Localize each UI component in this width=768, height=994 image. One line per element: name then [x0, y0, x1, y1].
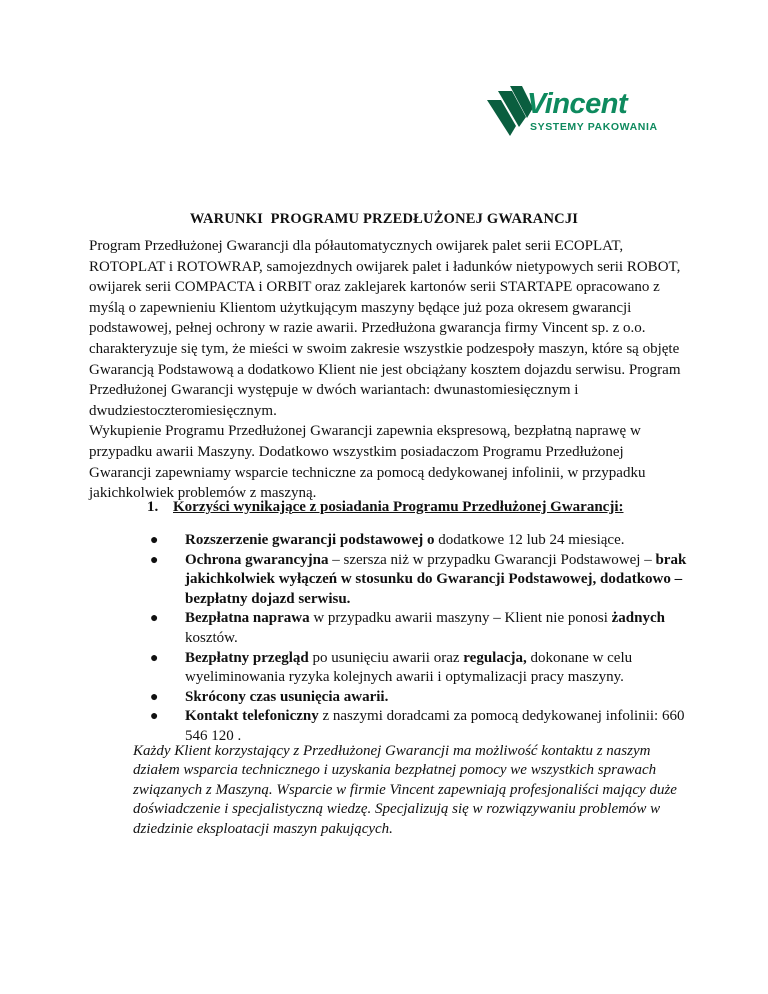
bullet-icon: ● [150, 650, 159, 666]
list-item [150, 688, 690, 708]
closing-note [133, 742, 693, 839]
benefits-list [150, 531, 690, 747]
logo-brand-text: Vincent [527, 88, 628, 120]
bullet-icon: ● [150, 689, 159, 705]
benefit-bold: Skrócony czas usunięcia awarii. [185, 688, 389, 705]
list-item [150, 551, 690, 610]
list-item [150, 609, 690, 648]
section-number: 1. [147, 499, 159, 515]
intro-paragraph: Program Przedłużonej Gwarancji dla półautomatycznych owijarek palet serii ECOPLAT, ROTOPLAT i ROTOWRAP, samojezdnych owijarek palet i ładunków nietypowych serii ROBOT, owijarek serii COMPACTA i ORBIT oraz zaklejarek kartonów serii STARTAPE opracowano z myślą o zapewnieniu Klientom użytkującym maszyny będące już poza okresem gwarancji podstawowej, pełnej ochrony w razie awarii. Przedłużona gwarancja firmy Vincent sp. z o.o. charakteryzuje się tym, że mieści w swoim zakresie wszystkie podzespoły maszyn, które są objęte Gwarancją Podstawową a dodatkowo Klient nie jest obciążany kosztem dojazdu serwisu. Program Przedłużonej Gwarancji występuje w dwóch wariantach: dwunastomiesięcznym i dwudziestoczteromiesięcznym. [89, 238, 681, 419]
benefit-text: z naszymi doradcami za pomocą dedykowanej infolinii: 660 546 120 . [185, 708, 685, 744]
benefit-bold: Ochrona gwarancyjna [185, 551, 329, 568]
closing-paragraph: Każdy Klient korzystający z Przedłużonej Gwarancji ma możliwość kontaktu z naszym działem wsparcia technicznego i uzyskania bezpłatnej pomocy we wszystkich sprawach związanych z Maszyną. Wsparcie w firmie Vincent zapewniają profesjonaliści mający duże doświadczenie i specjalistyczną wiedzę. Specjalizują się w rozwiązywaniu problemów w dziedzinie eksploatacji maszyn pakujących. [133, 743, 677, 837]
benefit-bold: Bezpłatny przegląd [185, 649, 309, 666]
benefit-bold: Rozszerzenie gwarancji podstawowej o [185, 532, 435, 548]
company-logo [487, 86, 677, 146]
benefit-text: dokonane w celu wyeliminowania ryzyka kolejnych awarii i optymalizacji pracy maszyny. [185, 649, 633, 686]
benefit-bold: Kontakt telefoniczny [185, 708, 319, 725]
bullet-icon: ● [150, 611, 159, 627]
list-item [150, 531, 690, 551]
section-title: Korzyści wynikające z posiadania Programu Przedłużonej Gwarancji: [173, 499, 624, 515]
benefit-text: po usunięciu awarii oraz [308, 649, 464, 666]
bullet-icon: ● [150, 552, 159, 568]
list-item [150, 649, 690, 688]
bullet-icon: ● [150, 533, 159, 548]
list-item [150, 707, 690, 746]
intro-text [89, 236, 689, 504]
benefit-bold: brak jakichkolwiek wyłączeń w stosunku do Gwarancji Podstawowej, dodatkowo – bezpłatny dojazd serwisu. [185, 551, 687, 607]
benefit-bold: Bezpłatna naprawa [185, 610, 310, 627]
benefit-text: kosztów. [185, 629, 238, 646]
intro-paragraph: Wykupienie Programu Przedłużonej Gwarancji zapewnia ekspresową, bezpłatną naprawę w przypadku awarii Maszyny. Dodatkowo wszystkim posiadaczom Programu Przedłużonej Gwarancji zapewniamy wsparcie techniczne za pomocą dedykowanej infolinii, w przypadku jakichkolwiek problemów z maszyną. [89, 423, 646, 502]
vincent-logo-icon [487, 86, 677, 146]
logo-tagline-text: SYSTEMY PAKOWANIA [530, 121, 658, 133]
section-heading [147, 497, 624, 517]
bullet-icon: ● [150, 709, 159, 725]
benefit-text: w przypadku awarii maszyny – Klient nie ponosi [309, 610, 612, 627]
document-title: WARUNKI PROGRAMU PRZEDŁUŻONEJ GWARANCJI [189, 211, 579, 227]
benefit-bold: regulacja, [463, 649, 527, 666]
benefit-bold: żadnych [611, 610, 665, 627]
benefit-text: dodatkowe 12 lub 24 miesiące. [434, 532, 625, 548]
benefit-text: – szersza niż w przypadku Gwarancji Podstawowej – [328, 551, 656, 568]
